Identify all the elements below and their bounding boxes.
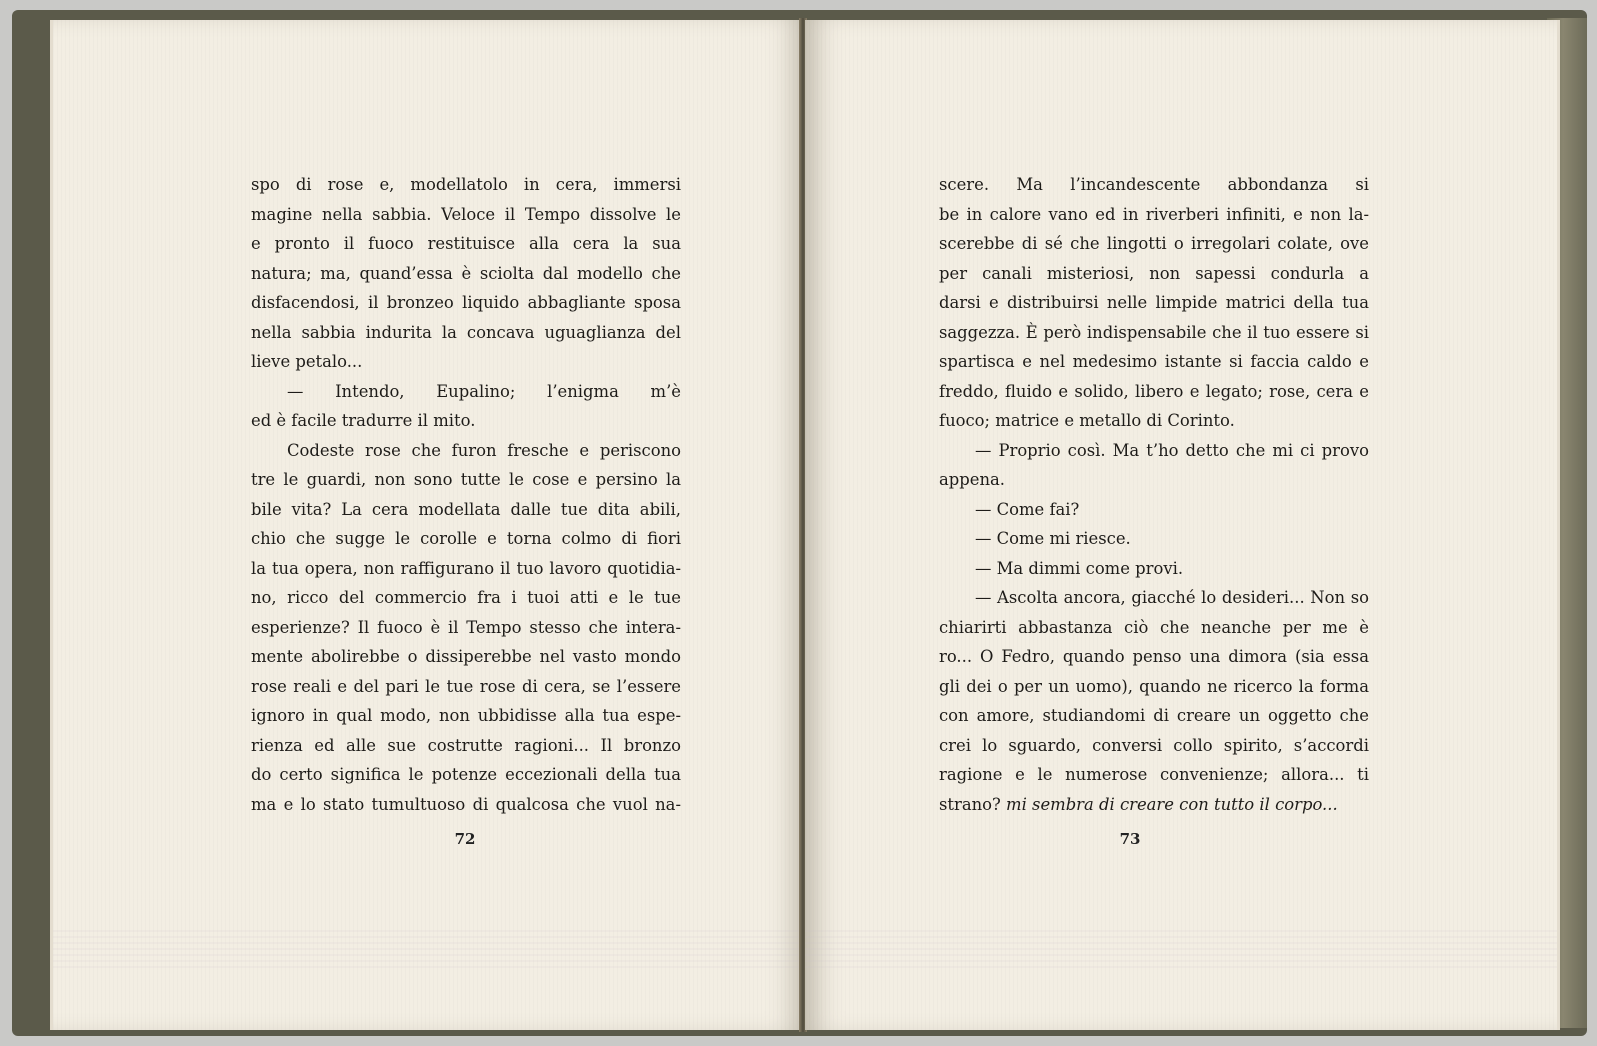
text-line: rienza ed alle sue costrutte ragioni... Il bronzo (251, 735, 681, 755)
text-line: chiarirti abbastanza ciò che neanche per me è (939, 617, 1369, 637)
left-page (50, 20, 805, 1030)
text-line: — Come mi riesce. (975, 529, 1131, 548)
text-line: la tua opera, non raffigurano il tuo lavoro quotidia- (251, 558, 681, 578)
left-page-text (251, 170, 681, 819)
page-stain (53, 930, 805, 970)
text-line: rose reali e del pari le tue rose di cera, se l’essere (251, 676, 681, 696)
text-line: ma e lo stato tumultuoso di qualcosa che vuol na- (251, 794, 681, 814)
text-line (939, 790, 1369, 820)
text-line: darsi e distribuirsi nelle limpide matrici della tua (939, 293, 1369, 312)
text-line: gli dei o per un uomo), quando ne ricerco la forma (939, 676, 1369, 696)
text-line: ed è facile tradurre il mito. (251, 411, 476, 430)
text-line: disfacendosi, il bronzeo liquido abbagliante sposa (251, 293, 681, 312)
text-line: saggezza. È però indispensabile che il tuo essere si (939, 322, 1369, 342)
text-line: be in calore vano ed in riverberi infiniti, e non la- (939, 204, 1369, 224)
text-line: freddo, fluido e solido, libero e legato; rose, cera e (939, 381, 1369, 401)
text-line: — Ma dimmi come provi. (975, 558, 1184, 578)
text-line: bile vita? La cera modellata dalle tue dita abili, (251, 499, 681, 519)
text-line: con amore, studiandomi di creare un oggetto che (939, 706, 1369, 725)
text-line: e pronto il fuoco restituisce alla cera la sua (251, 234, 681, 253)
text-line: — Intendo, Eupalino; l’enigma m’è (287, 381, 681, 401)
italic-fragment: mi sembra di creare con tutto il corpo... (1006, 794, 1338, 814)
text-line: mente abolirebbe o dissiperebbe nel vasto mondo (251, 647, 681, 666)
text-line: chio che sugge le corolle e torna colmo di fiori (251, 529, 681, 548)
text-line: appena. (939, 470, 1005, 489)
text-line: scere. Ma l’incandescente abbondanza si (939, 175, 1369, 194)
text-line: — Come fai? (975, 499, 1080, 519)
right-page-number: 73 (1119, 830, 1141, 848)
right-page (805, 20, 1560, 1030)
page-stain (805, 930, 1557, 970)
text-line: do certo significa le potenze eccezionali della tua (251, 765, 681, 784)
left-page-number: 72 (454, 830, 476, 848)
text-line: spo di rose e, modellatolo in cera, immersi (251, 175, 681, 194)
right-page-text (939, 170, 1369, 819)
text-line: fuoco; matrice e metallo di Corinto. (939, 411, 1235, 430)
text-line: spartisca e nel medesimo istante si faccia caldo e (939, 352, 1369, 371)
text-line: — Proprio così. Ma t’ho detto che mi ci provo (975, 440, 1369, 460)
text-line: nella sabbia indurita la concava uguaglianza del (251, 322, 681, 342)
text-line: crei lo sguardo, conversi collo spirito, s’accordi (939, 735, 1369, 755)
text-line: natura; ma, quand’essa è sciolta dal modello che (251, 263, 681, 283)
text-line: ro... O Fedro, quando penso una dimora (sia essa (939, 647, 1369, 666)
text-fragment: strano? (939, 794, 1001, 814)
text-line: magine nella sabbia. Veloce il Tempo dissolve le (251, 204, 681, 224)
text-line: esperienze? Il fuoco è il Tempo stesso che intera- (251, 617, 681, 637)
text-line: ragione e le numerose convenienze; allora... ti (939, 765, 1369, 784)
text-line: — Ascolta ancora, giacché lo desideri... Non so (975, 588, 1369, 607)
text-line: no, ricco del commercio fra i tuoi atti e le tue (251, 588, 681, 607)
text-line: ignoro in qual modo, non ubbidisse alla tua espe- (251, 706, 681, 725)
text-line: lieve petalo... (251, 352, 363, 371)
text-line: per canali misteriosi, non sapessi condurla a (939, 263, 1369, 283)
text-line: Codeste rose che furon fresche e periscono (287, 440, 681, 460)
text-line: tre le guardi, non sono tutte le cose e persino la (251, 470, 681, 489)
text-line: scerebbe di sé che lingotti o irregolari colate, ove (939, 234, 1369, 253)
